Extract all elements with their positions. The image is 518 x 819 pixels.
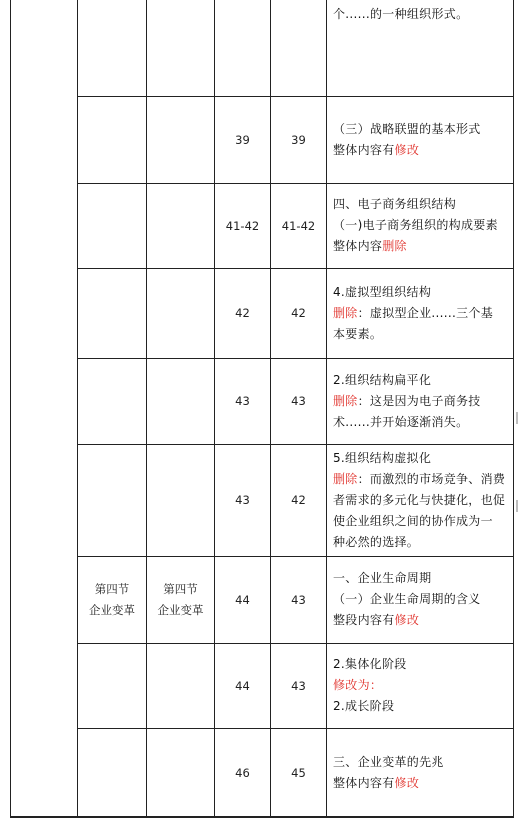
revision-content	[333, 448, 510, 553]
section-cell	[78, 269, 146, 358]
revision-content	[333, 194, 510, 257]
grid-vline	[513, 0, 514, 817]
content-line	[333, 236, 510, 257]
subsection-cell	[147, 445, 214, 556]
content-line	[333, 4, 510, 25]
subsection-cell	[147, 1, 214, 96]
content-text: ：这是因为电子商务技	[357, 394, 481, 408]
content-line	[333, 490, 510, 511]
revision-content	[333, 282, 510, 345]
content-text: （一)电子商务组织的构成要素	[333, 218, 498, 232]
content-line	[333, 696, 510, 717]
revision-keyword: 修改为：	[333, 678, 383, 692]
content-line	[333, 448, 510, 469]
content-text: ：而激烈的市场竞争、消费	[357, 472, 506, 486]
content-text: 整体内容	[333, 239, 383, 253]
content-text: 使企业组织之间的协作成为一	[333, 514, 493, 528]
content-line	[333, 675, 510, 696]
content-line	[333, 589, 510, 610]
content-line	[333, 752, 510, 773]
section-cell	[78, 184, 146, 268]
revision-content	[333, 4, 510, 25]
content-line	[333, 773, 510, 794]
section-cell	[78, 97, 146, 183]
section-cell	[78, 445, 146, 556]
section-cell	[78, 644, 146, 728]
page-new-cell: 43	[291, 394, 306, 408]
subsection-cell	[147, 644, 214, 728]
subsection-cell	[147, 184, 214, 268]
page-old-cell: 43	[235, 493, 250, 507]
page-new-cell: 43	[291, 592, 306, 607]
revision-keyword: 删除	[382, 239, 407, 253]
section-cell	[78, 729, 146, 817]
content-line	[333, 654, 510, 675]
content-text: 2.成长阶段	[333, 699, 395, 713]
page-new-cell: 42	[291, 493, 306, 507]
content-text: 整段内容有	[333, 613, 395, 627]
content-line	[333, 511, 510, 532]
revision-content	[333, 752, 510, 794]
page-new-cell	[271, 1, 326, 96]
page-old-cell: 42	[235, 306, 250, 320]
content-text: （一）企业生命周期的含义	[333, 592, 481, 606]
content-text: 三、企业变革的先兆	[333, 755, 444, 769]
subsection-cell: 第四节 企业变革	[157, 582, 204, 617]
revision-keyword: 修改	[394, 143, 420, 157]
grid-vline	[10, 0, 11, 817]
revision-keyword: 删除	[333, 394, 358, 408]
page-old-cell: 44	[235, 592, 250, 607]
revision-keyword: 修改	[394, 613, 420, 627]
content-text: 2.组织结构扁平化	[333, 373, 432, 387]
revision-content	[333, 119, 510, 161]
content-text: 本要素。	[333, 327, 383, 341]
revision-keyword: 修改	[394, 776, 420, 790]
section-cell	[78, 1, 146, 96]
content-line	[333, 532, 510, 553]
content-line	[333, 282, 510, 303]
content-text: 者需求的多元化与快捷化，也促	[333, 493, 506, 507]
page-old-cell: 44	[235, 678, 250, 693]
content-line	[333, 370, 510, 391]
page-old-cell: 46	[235, 765, 250, 780]
subsection-cell	[147, 97, 214, 183]
page-new-cell: 43	[291, 678, 306, 693]
subsection-cell	[147, 729, 214, 817]
content-text: 4.虚拟型组织结构	[333, 285, 432, 299]
revision-keyword: 删除	[333, 472, 358, 486]
content-line	[333, 194, 510, 215]
revision-content	[333, 568, 510, 631]
content-text: 个......的一种组织形式。	[333, 7, 469, 21]
content-line	[333, 610, 510, 631]
revision-content	[333, 370, 510, 433]
revision-content	[333, 654, 510, 717]
content-text: 5.组织结构虚拟化	[333, 451, 432, 465]
content-text: 种必然的选择。	[333, 535, 420, 549]
content-text: 整体内容有	[333, 143, 395, 157]
page-old-cell: 43	[235, 394, 250, 408]
content-text: ：虚拟型企业......三个基	[357, 306, 493, 320]
content-line	[333, 391, 510, 412]
section-cell	[78, 359, 146, 444]
content-line	[333, 469, 510, 490]
content-text: 整体内容有	[333, 776, 395, 790]
grid-vline	[326, 0, 327, 817]
page-old-cell	[215, 1, 270, 96]
content-text: 一、企业生命周期	[333, 571, 432, 585]
content-line	[333, 119, 510, 140]
content-line	[333, 215, 510, 236]
content-text: （三）战略联盟的基本形式	[333, 122, 481, 136]
content-text: 2.集体化阶段	[333, 657, 407, 671]
page-old-cell: 41-42	[225, 218, 260, 233]
revision-keyword: 删除	[333, 306, 358, 320]
content-line	[333, 324, 510, 345]
page-new-cell: 42	[291, 306, 306, 320]
content-line	[333, 303, 510, 324]
page-new-cell: 45	[291, 765, 306, 780]
page-new-cell: 39	[291, 132, 306, 147]
content-line	[333, 412, 510, 433]
page-new-cell: 41-42	[281, 218, 316, 233]
content-text: 术......并开始逐渐消失。	[333, 415, 469, 429]
section-cell: 第四节 企业变革	[89, 582, 135, 617]
subsection-cell	[147, 359, 214, 444]
content-line	[333, 140, 510, 161]
subsection-cell	[147, 269, 214, 358]
content-text: 四、电子商务组织结构	[333, 197, 457, 211]
content-line	[333, 568, 510, 589]
page-old-cell: 39	[235, 132, 250, 147]
